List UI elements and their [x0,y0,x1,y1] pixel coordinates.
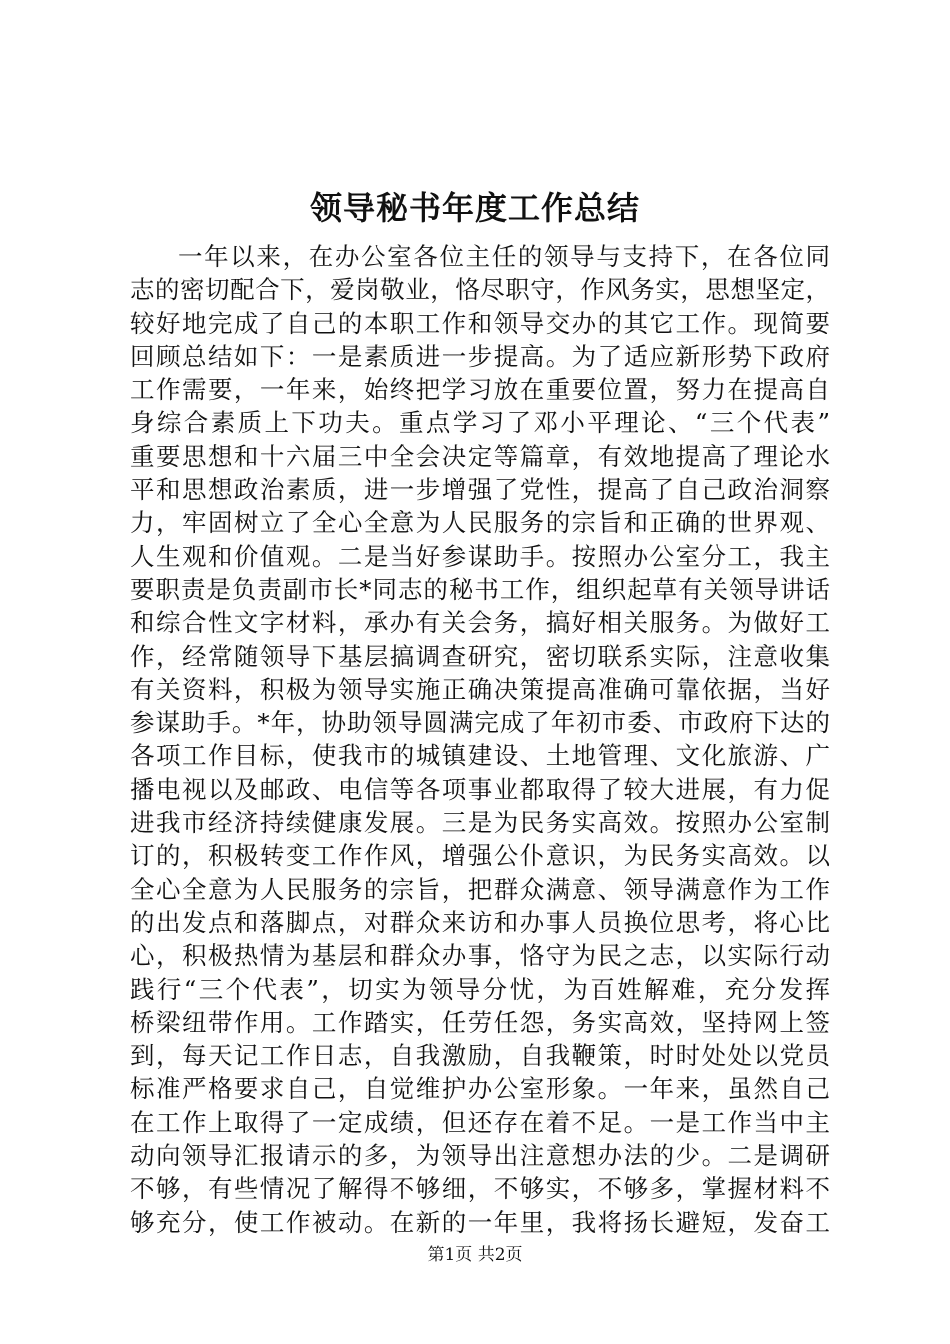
body-line: 身综合素质上下功夫。重点学习了邓小平理论、“三个代表” [130,408,830,438]
body-line: 桥梁纽带作用。工作踏实，任劳任怨，务实高效，坚持网上签 [130,1007,830,1037]
body-line: 参谋助手。*年，协助领导圆满完成了年初市委、市政府下达的 [130,708,830,738]
body-line: 回顾总结如下：一是素质进一步提高。为了适应新形势下政府 [130,341,830,371]
body-line: 重要思想和十六届三中全会决定等篇章，有效地提高了理论水 [130,441,830,471]
body-line: 全心全意为人民服务的宗旨，把群众满意、领导满意作为工作 [130,874,830,904]
page-number-footer: 第1页 共2页 [427,1245,523,1265]
body-line: 一年以来，在办公室各位主任的领导与支持下，在各位同 [178,242,830,271]
body-line: 较好地完成了自己的本职工作和领导交办的其它工作。现简要 [130,308,830,338]
body-line: 心，积极热情为基层和群众办事，恪守为民之志，以实际行动 [130,941,830,971]
body-line: 志的密切配合下，爱岗敬业，恪尽职守，作风务实，思想坚定， [130,275,830,305]
body-line: 标准严格要求自己，自觉维护办公室形象。一年来，虽然自己 [130,1074,830,1104]
body-line: 作，经常随领导下基层搞调查研究，密切联系实际，注意收集 [130,641,830,671]
body-line: 播电视以及邮政、电信等各项事业都取得了较大进展，有力促 [130,774,830,804]
body-line: 够充分，使工作被动。在新的一年里，我将扬长避短，发奋工 [130,1207,830,1237]
body-line: 各项工作目标，使我市的城镇建设、土地管理、文化旅游、广 [130,741,830,771]
body-line: 的出发点和落脚点，对群众来访和办事人员换位思考，将心比 [130,907,830,937]
document-title: 领导秘书年度工作总结 [309,189,640,227]
body-line: 践行“三个代表”，切实为领导分忧，为百姓解难，充分发挥 [130,974,830,1004]
body-line: 订的，积极转变工作作风，增强公仆意识，为民务实高效。以 [130,841,830,871]
body-line: 在工作上取得了一定成绩，但还存在着不足。一是工作当中主 [130,1107,830,1137]
body-line: 工作需要，一年来，始终把学习放在重要位置，努力在提高自 [130,375,830,405]
body-line: 到，每天记工作日志，自我激励，自我鞭策，时时处处以党员 [130,1041,830,1071]
body-line: 有关资料，积极为领导实施正确决策提高准确可靠依据，当好 [130,674,830,704]
body-line: 进我市经济持续健康发展。三是为民务实高效。按照办公室制 [130,808,830,838]
document-body [130,240,830,1239]
body-line: 力，牢固树立了全心全意为人民服务的宗旨和正确的世界观、 [130,508,830,538]
body-line: 动向领导汇报请示的多，为领导出注意想办法的少。二是调研 [130,1141,830,1171]
body-line: 和综合性文字材料，承办有关会务，搞好相关服务。为做好工 [130,608,830,638]
body-line: 要职责是负责副市长*同志的秘书工作，组织起草有关领导讲话 [130,574,830,604]
body-line: 人生观和价值观。二是当好参谋助手。按照办公室分工，我主 [130,541,830,571]
body-line: 不够，有些情况了解得不够细，不够实，不够多，掌握材料不 [130,1174,830,1204]
body-line: 平和思想政治素质，进一步增强了党性，提高了自己政治洞察 [130,475,830,505]
